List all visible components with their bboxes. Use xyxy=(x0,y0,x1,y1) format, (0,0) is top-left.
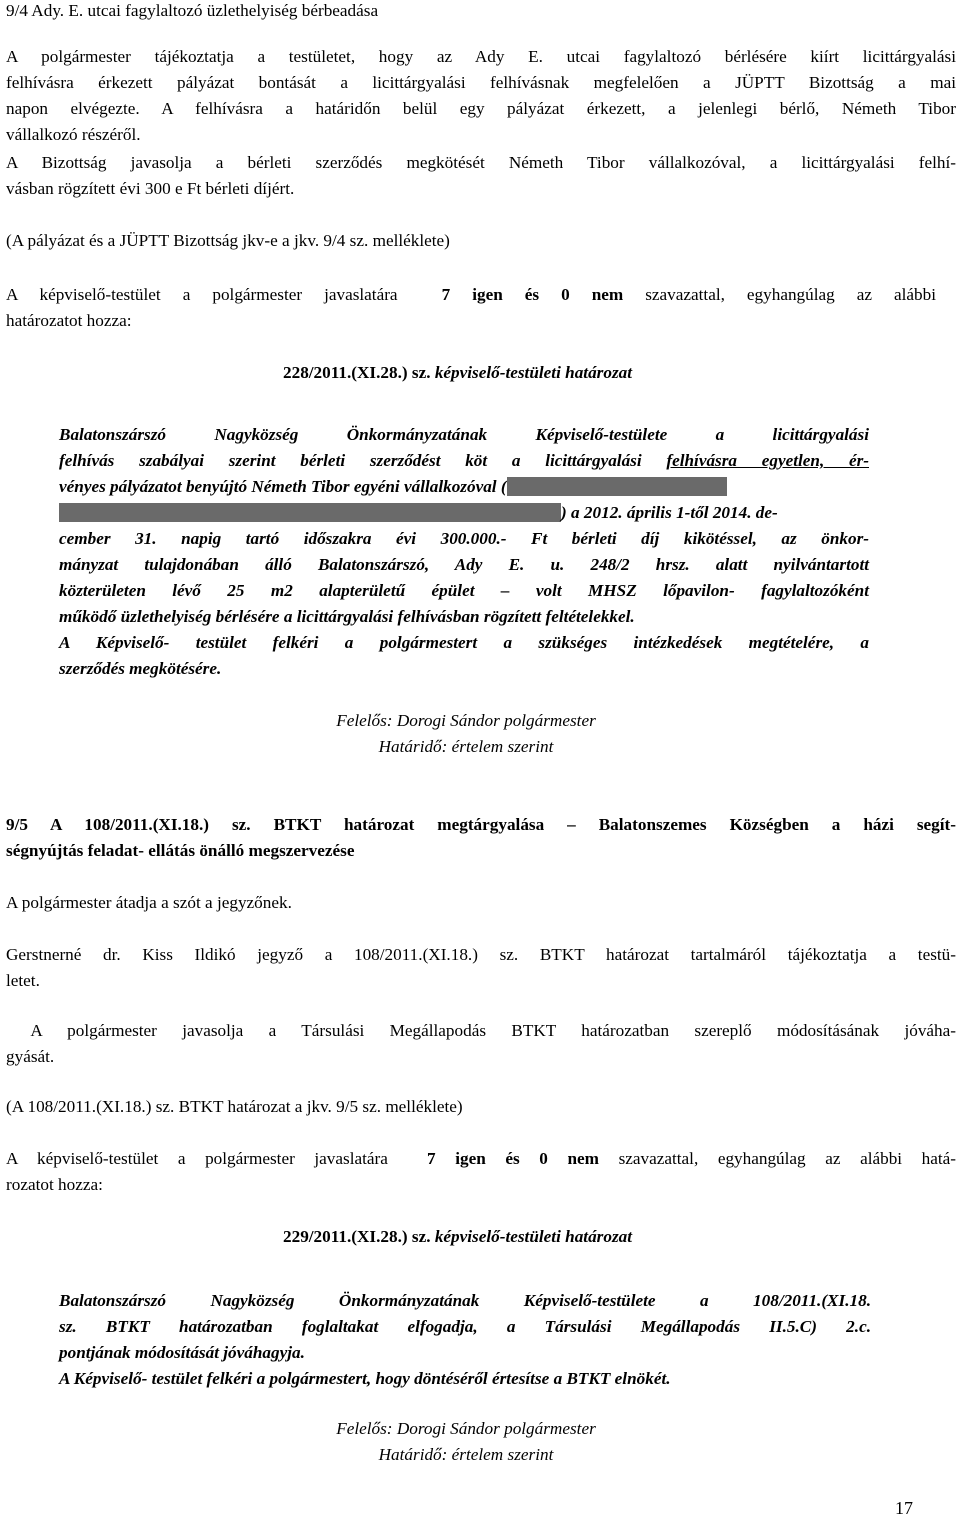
annex-note: (A pályázat és a JÜPTT Bizottság jkv-e a jkv. 9/4 sz. melléklete) xyxy=(6,231,450,250)
vote-statement: A képviselő-testület a polgármester javaslatára 7 igen és 0 nem szavazattal, egyhangúlag az alábbi hatá- xyxy=(6,1149,957,1168)
responsible-line: Felelős: Dorogi Sándor polgármester xyxy=(336,1419,596,1438)
vote-statement: A képviselő-testület a polgármester javaslatára 7 igen és 0 nem szavazattal, egyhangúlag az alábbi xyxy=(6,285,937,304)
responsible-line: Felelős: Dorogi Sándor polgármester xyxy=(336,711,596,730)
deadline-line: Határidő: értelem szerint xyxy=(378,737,554,756)
resolution-title: 229/2011.(XI.28.) sz. képviselő-testületi határozat xyxy=(283,1227,632,1246)
redacted-block xyxy=(59,503,561,522)
annex-note: (A 108/2011.(XI.18.) sz. BTKT határozat a jkv. 9/5 sz. melléklete) xyxy=(6,1097,463,1116)
paragraph: A polgármester átadja a szót a jegyzőnek. xyxy=(6,893,292,912)
deadline-line: Határidő: értelem szerint xyxy=(378,1445,554,1464)
section-heading: 9/4 Ady. E. utcai fagylaltozó üzlethelyiség bérbeadása xyxy=(6,1,379,20)
page-number: 17 xyxy=(895,1498,913,1518)
resolution-title: 228/2011.(XI.28.) sz. képviselő-testületi határozat xyxy=(283,363,632,382)
redacted-block xyxy=(507,477,727,496)
